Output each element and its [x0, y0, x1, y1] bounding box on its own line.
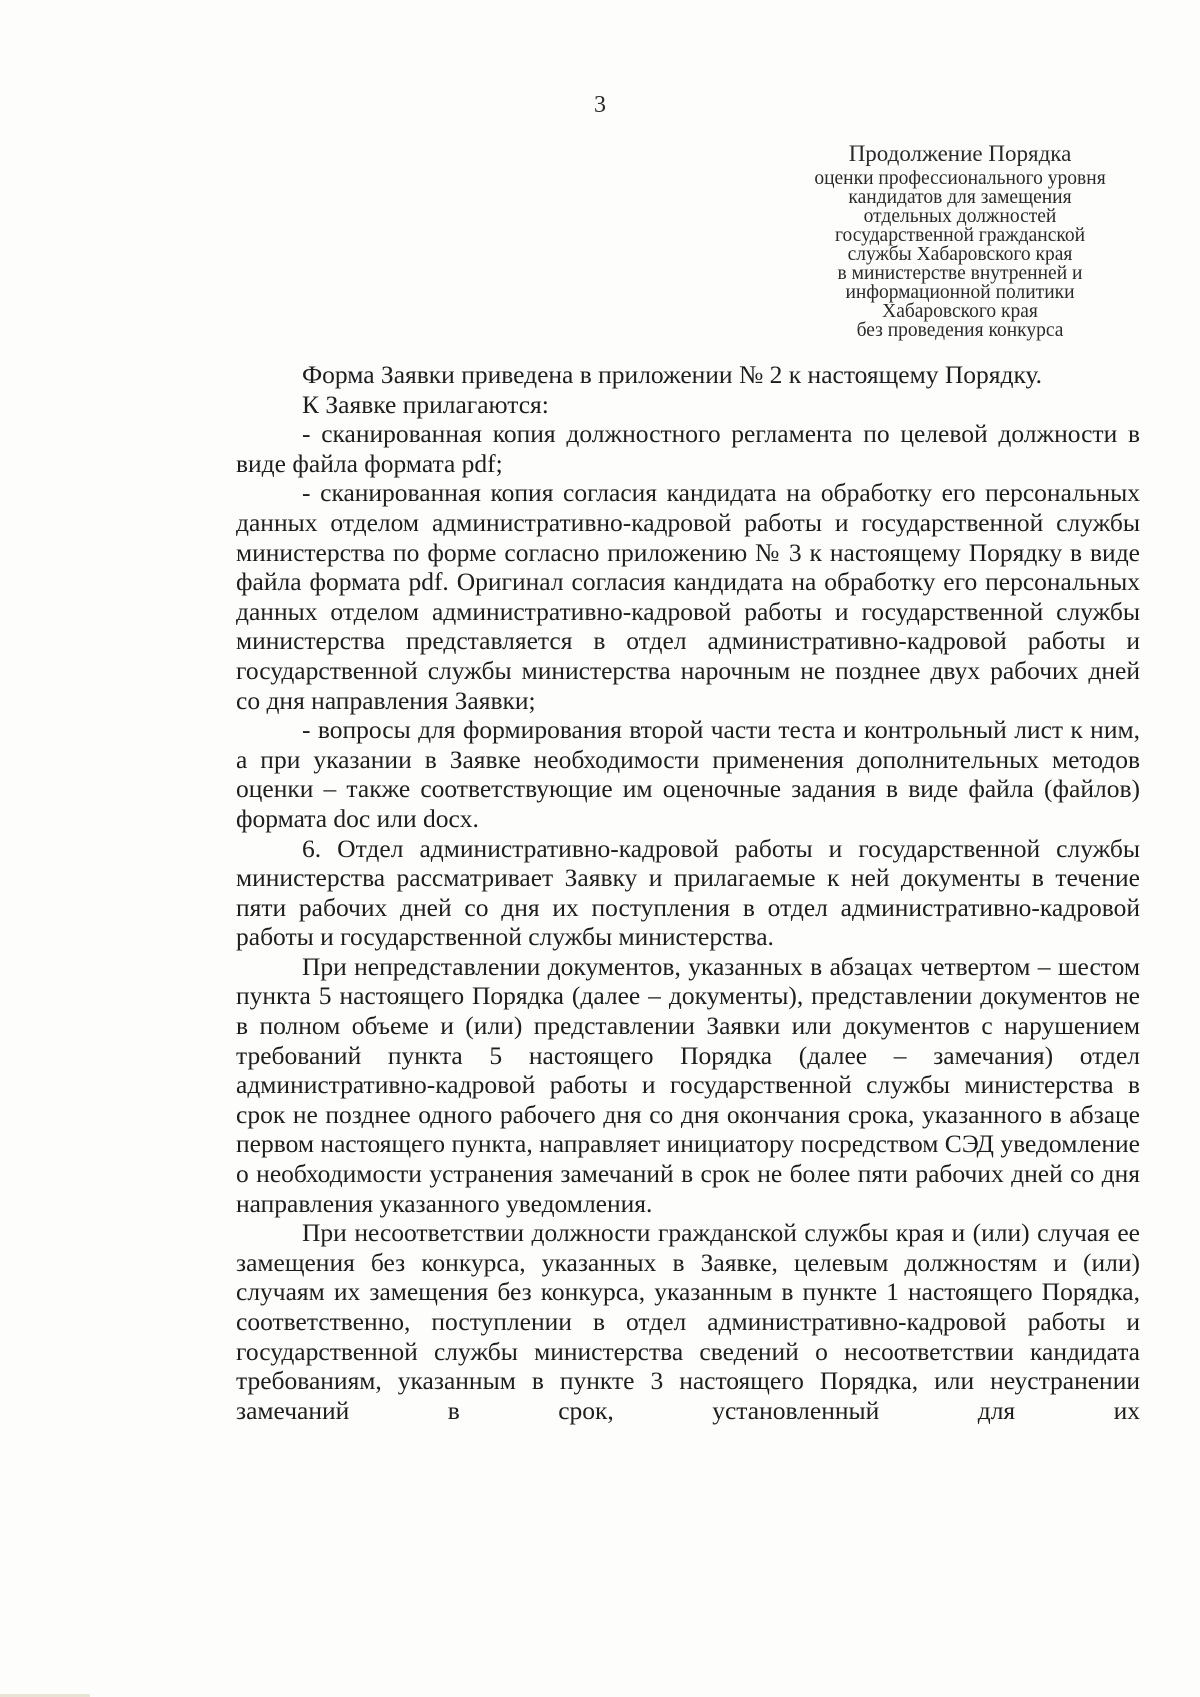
paragraph: - вопросы для формирования второй части теста и контрольный лист к ним, а при указании в Заявке необходимости применения дополнительных методов оценки – также соответствующие им оценочные задания в виде файла (файлов) формата doc или docx. — [236, 715, 1140, 833]
page-number: 3 — [594, 92, 606, 118]
paragraph: - сканированная копия должностного регламента по целевой должности в виде файла формата pdf; — [236, 419, 1140, 478]
header-line: службы Хабаровского края — [847, 244, 1073, 265]
paragraph: При несоответствии должности гражданской службы края и (или) случая ее замещения без конкурса, указанных в Заявке, целевым должностям и (или) случаям их замещения без конкурса, указанным в пункте 1 настоящего Порядка, соответственно, поступлении в отдел административно-кадровой работы и государственной службы министерства сведений о несоответствии кандидата требованиям, указанным в пункте 3 настоящего Порядка, или неустранении замечаний в срок, установленный для их — [236, 1218, 1140, 1425]
paragraph: 6. Отдел административно-кадровой работы и государственной службы министерства рассматривает Заявку и прилагаемые к ней документы в течение пяти рабочих дней со дня их поступления в отдел административно-кадровой работы и государственной службы министерства. — [236, 833, 1140, 952]
header-line: государственной гражданской — [834, 225, 1086, 246]
header-line: информационной политики — [845, 282, 1075, 303]
paragraph: К Заявке прилагаются: — [302, 389, 549, 419]
header-title: Продолжение Порядка — [848, 141, 1072, 166]
header-line: в министерстве внутренней и — [837, 263, 1083, 284]
paragraph: - сканированная копия согласия кандидата на обработку его персональных данных отделом административно-кадровой работы и государственной службы министерства по форме согласно приложению № 3 к настоящему Порядку в виде файла формата pdf. Оригинал согласия кандидата на обработку его персональных данных отделом административно-кадровой работы и государственной службы министерства представляется в отдел административно-кадровой работы и государственной службы министерства нарочным не позднее двух рабочих дней со дня направления Заявки; — [236, 478, 1140, 715]
paragraph: Форма Заявки приведена в приложении № 2 к настоящему Порядку. — [302, 360, 1043, 389]
header-line: Хабаровского края — [882, 301, 1038, 322]
header-line: отдельных должностей — [863, 206, 1057, 227]
document-header — [770, 140, 1150, 340]
header-line: оценки профессионального уровня — [814, 168, 1106, 189]
paragraph: При непредставлении документов, указанных в абзацах четвертом – шестом пункта 5 настоящего Порядка (далее – документы), представлении документов не в полном объеме и (или) представлении Заявки или документов с нарушением требований пункта 5 настоящего Порядка (далее – замечания) отдел административно-кадровой работы и государственной службы министерства в срок не позднее одного рабочего дня со дня окончания срока, указанного в абзаце первом настоящего пункта, направляет инициатору посредством СЭД уведомление о необходимости устранения замечаний в срок не более пяти рабочих дней со дня направления указанного уведомления. — [236, 951, 1140, 1218]
header-line: без проведения конкурса — [856, 320, 1064, 341]
header-line: кандидатов для замещения — [848, 187, 1072, 208]
document-body — [236, 360, 1140, 1425]
